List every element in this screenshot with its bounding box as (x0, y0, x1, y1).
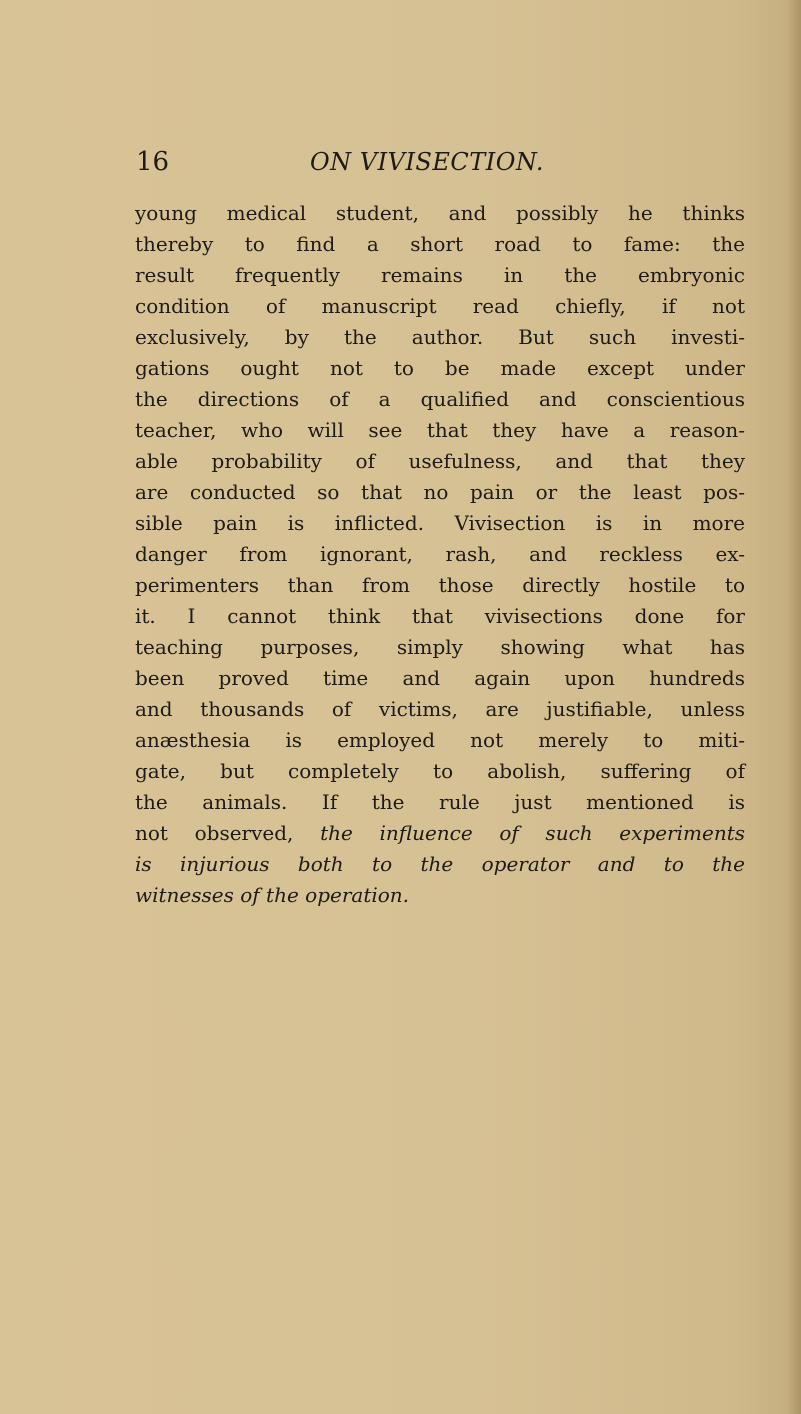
text-line: are conducted so that no pain or the least pos- (135, 480, 745, 504)
text-line: it. I cannot think that vivisections done for (135, 604, 745, 628)
text-line: gations ought not to be made except under (135, 356, 745, 380)
text-line: exclusively, by the author. But such investi- (135, 325, 745, 349)
text-line-italic: is injurious both to the operator and to the (135, 852, 745, 876)
text-line-italic: witnesses of the operation. (135, 883, 410, 907)
text-line: the animals. If the rule just mentioned is (135, 790, 745, 814)
text-line: anæsthesia is employed not merely to miti- (135, 728, 745, 752)
text-line: the directions of a qualified and conscientious (135, 387, 745, 411)
body-paragraph (135, 198, 745, 911)
text-line: and thousands of victims, are justifiable, unless (135, 697, 745, 721)
text-line: teaching purposes, simply showing what has (135, 635, 745, 659)
text-line: teacher, who will see that they have a reason- (135, 418, 745, 442)
text-line: result frequently remains in the embryonic (135, 263, 745, 287)
text-line: perimenters than from those directly hostile to (135, 573, 745, 597)
running-title: ON VIVISECTION. (310, 148, 545, 176)
text-line-mixed (135, 818, 745, 849)
text-line: gate, but completely to abolish, suffering of (135, 759, 745, 783)
text-line: been proved time and again upon hundreds (135, 666, 745, 690)
page-number: 16 (136, 147, 170, 177)
text-line: condition of manuscript read chiefly, if not (135, 294, 745, 318)
text-line: young medical student, and possibly he thinks (135, 201, 745, 225)
text-italic: the influence of such experiments (320, 821, 745, 845)
text-roman: not observed, (135, 821, 294, 845)
page-edge-shadow (787, 0, 801, 1414)
text-line: sible pain is inflicted. Vivisection is in more (135, 511, 745, 535)
text-line: able probability of usefulness, and that they (135, 449, 745, 473)
text-line: thereby to find a short road to fame: the (135, 232, 745, 256)
text-line: danger from ignorant, rash, and reckless ex- (135, 542, 745, 566)
running-header (136, 146, 696, 186)
